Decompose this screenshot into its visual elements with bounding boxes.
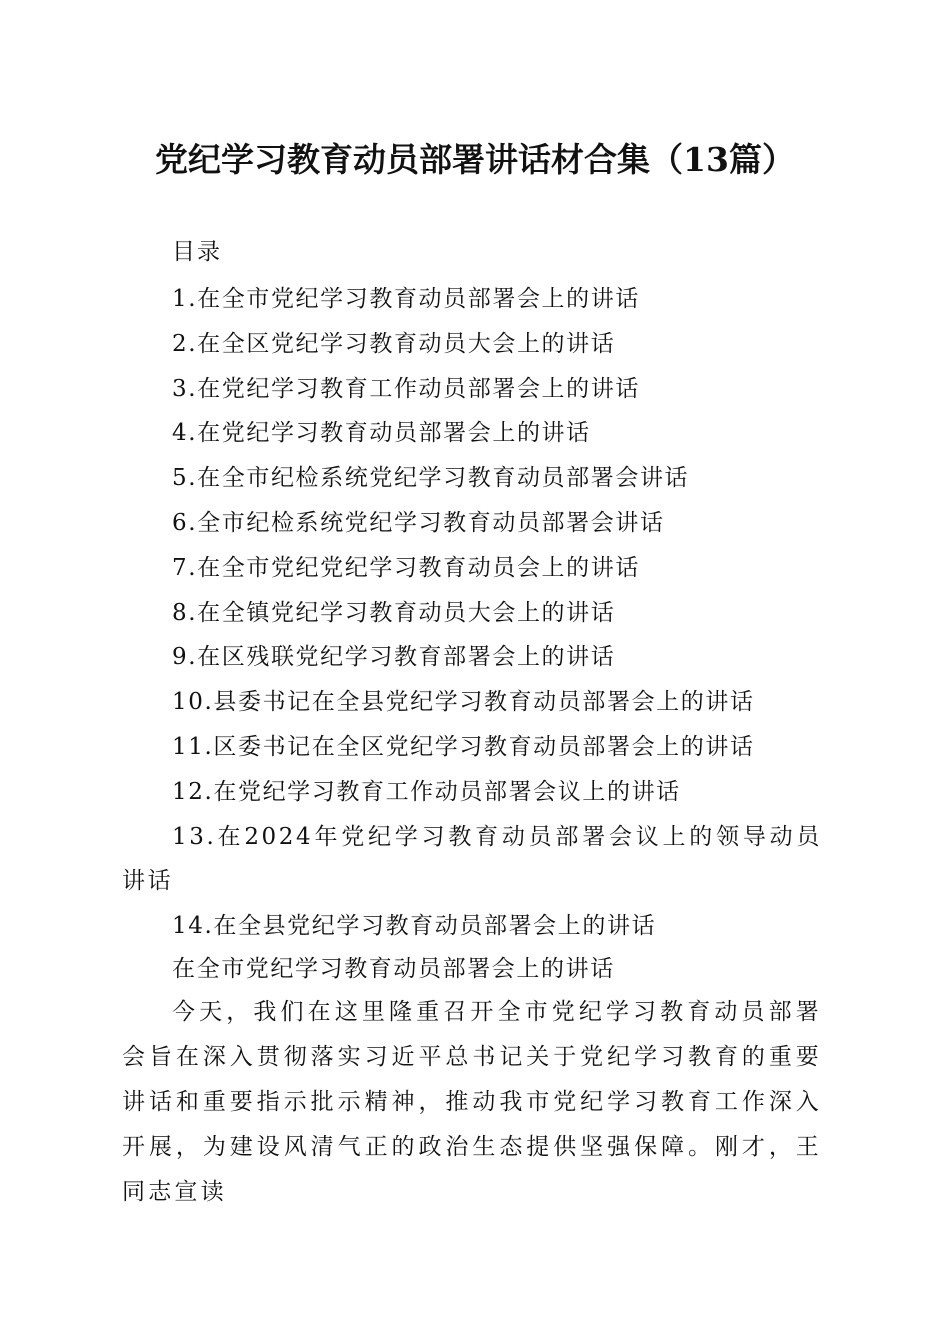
toc-item-10: 10.县委书记在全县党纪学习教育动员部署会上的讲话: [172, 689, 755, 716]
section-title: 在全市党纪学习教育动员部署会上的讲话: [172, 956, 615, 982]
toc-item-11: 11.区委书记在全区党纪学习教育动员部署会上的讲话: [172, 733, 755, 760]
toc-item-12: 12.在党纪学习教育工作动员部署会议上的讲话: [172, 778, 681, 805]
toc-item-9: 9.在区残联党纪学习教育部署会上的讲话: [172, 644, 616, 671]
toc-item-14: 14.在全县党纪学习教育动员部署会上的讲话: [172, 913, 657, 940]
toc-item-2: 2.在全区党纪学习教育动员大会上的讲话: [172, 330, 616, 357]
toc-item-7: 7.在全市党纪党纪学习教育动员会上的讲话: [172, 554, 640, 581]
toc-item-6: 6.全市纪检系统党纪学习教育动员部署会讲话: [172, 509, 665, 536]
document-title: 党纪学习教育动员部署讲话材合集（13篇）: [155, 140, 795, 179]
toc-item-4: 4.在党纪学习教育动员部署会上的讲话: [172, 420, 591, 447]
toc-item-5: 5.在全市纪检系统党纪学习教育动员部署会讲话: [172, 465, 690, 492]
table-of-contents: [122, 277, 822, 949]
toc-item-8: 8.在全镇党纪学习教育动员大会上的讲话: [172, 599, 616, 626]
toc-item-1: 1.在全市党纪学习教育动员部署会上的讲话: [172, 286, 640, 312]
toc-item-13: 13.在2024年党纪学习教育动员部署会议上的领导动员讲话: [122, 823, 822, 895]
body-paragraph: 今天，我们在这里隆重召开全市党纪学习教育动员部署会旨在深入贯彻落实习近平总书记关于党纪学习教育的重要讲话和重要指示批示精神，推动我市党纪学习教育工作深入开展，为建设风清气正的政治生态提供坚强保障。刚才，王同志宣读: [122, 999, 822, 1205]
toc-heading: 目录: [172, 239, 222, 265]
toc-item-3: 3.在党纪学习教育工作动员部署会上的讲话: [172, 375, 640, 402]
